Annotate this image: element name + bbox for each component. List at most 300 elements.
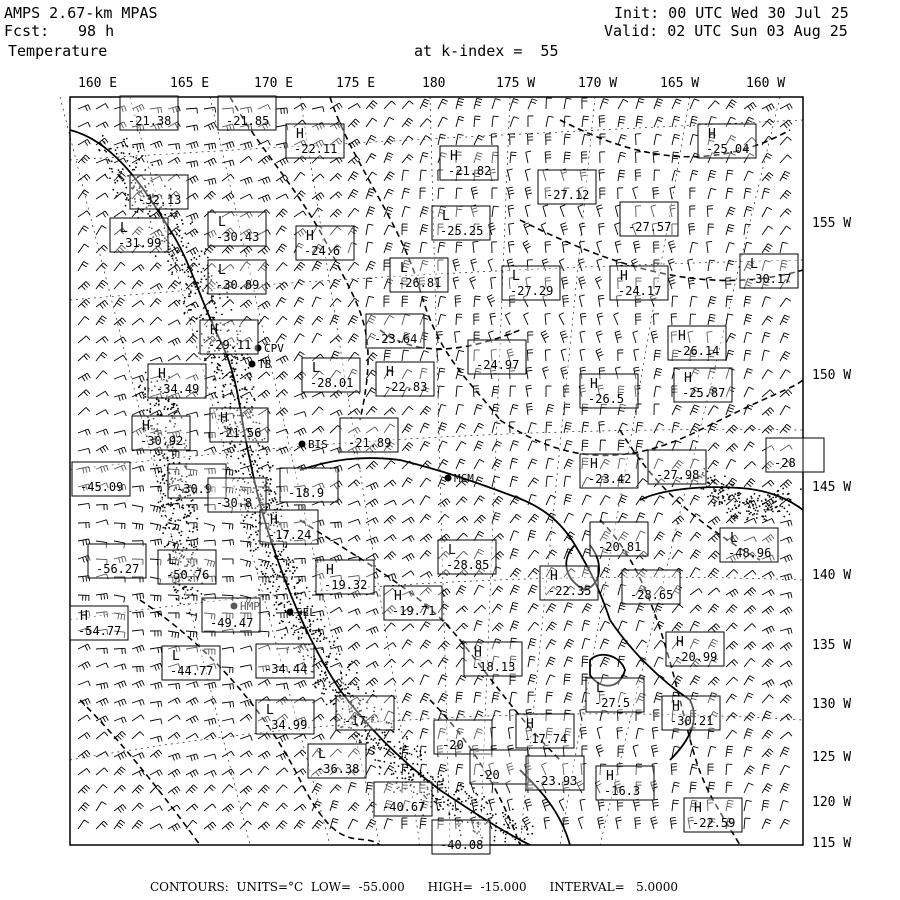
- terrain-dot: [399, 741, 401, 743]
- wind-barb: [330, 336, 342, 343]
- wind-barb: [384, 117, 394, 127]
- terrain-dot: [393, 773, 395, 775]
- extremum-box: [110, 218, 168, 252]
- wind-barb: [492, 206, 499, 217]
- terrain-dot: [219, 378, 221, 380]
- wind-barb: [525, 187, 532, 199]
- terrain-dot: [394, 756, 396, 758]
- extremum-box: [218, 96, 276, 130]
- wind-barb: [600, 99, 609, 109]
- extremum-value: -18.13: [472, 660, 516, 674]
- wind-barb: [546, 476, 553, 487]
- extremum-box: [340, 418, 398, 452]
- extremum-value: -20: [442, 738, 464, 752]
- terrain-dot: [197, 271, 199, 273]
- terrain-dot: [310, 623, 312, 625]
- wind-barb: [654, 423, 664, 433]
- wind-barb: [330, 173, 342, 181]
- terrain-dot: [144, 393, 146, 395]
- wind-barb: [384, 172, 394, 181]
- wind-barb: [132, 301, 144, 307]
- terrain-dot: [301, 637, 303, 639]
- wind-barb: [96, 698, 108, 706]
- wind-barb: [564, 404, 570, 415]
- wind-barb: [384, 460, 395, 469]
- wind-barb: [168, 355, 180, 361]
- terrain-dot: [253, 463, 255, 465]
- terrain-dot: [174, 215, 176, 217]
- lon-label: 175 E: [336, 76, 376, 91]
- terrain-dot: [379, 739, 381, 741]
- terrain-dot: [437, 776, 439, 778]
- terrain-dot: [403, 749, 405, 751]
- wind-barb: [510, 458, 518, 469]
- wind-barb: [456, 134, 464, 145]
- wind-barb: [384, 819, 393, 829]
- terrain-dot: [515, 827, 517, 829]
- extremum-box: [620, 202, 678, 236]
- terrain-dot: [275, 601, 277, 603]
- wind-barb: [456, 441, 466, 451]
- terrain-dot: [192, 265, 194, 267]
- terrain-dot: [406, 758, 408, 760]
- wind-barb: [762, 316, 773, 325]
- wind-barb: [366, 135, 376, 145]
- wind-barb: [258, 577, 269, 583]
- wind-barb: [600, 639, 609, 649]
- extremum-box: [526, 756, 584, 790]
- terrain-dot: [127, 175, 129, 177]
- terrain-dot: [258, 445, 260, 447]
- terrain-dot: [194, 263, 196, 265]
- wind-barb: [114, 752, 126, 760]
- extremum-kind: H: [386, 365, 394, 380]
- extremum-box: [590, 522, 648, 556]
- wind-barb: [420, 571, 432, 577]
- wind-barb: [348, 609, 360, 615]
- wind-barb: [222, 523, 233, 529]
- extremum-box: [120, 96, 178, 130]
- wind-barb: [402, 571, 414, 577]
- wind-barb: [78, 174, 90, 181]
- wind-barb: [150, 631, 161, 637]
- terrain-dot: [170, 518, 172, 520]
- wind-barb: [525, 799, 532, 811]
- terrain-dot: [755, 510, 757, 512]
- wind-barb: [330, 103, 342, 109]
- wind-barb: [168, 631, 179, 638]
- terrain-dot: [123, 139, 125, 141]
- extremum-value: -54.77: [78, 624, 122, 638]
- lon-label: 180: [422, 76, 446, 91]
- wind-barb: [510, 441, 519, 451]
- wind-barb: [402, 711, 412, 721]
- wind-barb: [186, 161, 198, 168]
- extremum-box: [374, 782, 432, 816]
- terrain-dot: [180, 543, 182, 545]
- terrain-dot: [157, 481, 159, 483]
- terrain-dot: [257, 471, 259, 473]
- wind-barb: [456, 98, 464, 109]
- terrain-dot: [158, 486, 160, 488]
- wind-barb: [508, 205, 514, 217]
- terrain-dot: [348, 664, 350, 666]
- wind-barb: [492, 116, 499, 127]
- wind-barb: [492, 188, 498, 199]
- wind-barb: [402, 406, 413, 415]
- wind-barb: [672, 550, 683, 559]
- wind-barb: [114, 394, 126, 401]
- terrain-dot: [168, 399, 170, 401]
- terrain-dot: [282, 574, 284, 576]
- terrain-dot: [193, 544, 195, 546]
- terrain-dot: [204, 358, 206, 360]
- wind-barb: [312, 261, 322, 271]
- wind-barb: [222, 751, 234, 757]
- terrain-dot: [305, 631, 307, 633]
- wind-barb: [132, 593, 144, 599]
- terrain-dot: [721, 486, 723, 488]
- wind-barb: [240, 466, 252, 472]
- terrain-dot: [181, 531, 183, 533]
- terrain-dot: [143, 397, 145, 399]
- terrain-dot: [452, 808, 454, 810]
- terrain-dot: [143, 409, 145, 411]
- extremum-value: -20.81: [598, 540, 642, 554]
- extremum-box: [516, 714, 574, 748]
- terrain-dot: [447, 800, 449, 802]
- wind-barb: [402, 659, 414, 667]
- wind-barb: [348, 208, 359, 217]
- extremum-box: [464, 642, 522, 676]
- extremum-box: [286, 124, 344, 158]
- terrain-dot: [247, 373, 249, 375]
- terrain-dot: [336, 681, 338, 683]
- terrain-dot: [274, 491, 276, 493]
- terrain-dot: [127, 194, 129, 196]
- terrain-dot: [191, 221, 193, 223]
- terrain-dot: [241, 374, 243, 376]
- extremum-kind: H: [620, 269, 628, 284]
- wind-barb: [114, 141, 126, 147]
- terrain-dot: [307, 627, 309, 629]
- wind-barb: [780, 520, 792, 526]
- wind-barb: [744, 818, 750, 829]
- wind-barb: [96, 371, 107, 379]
- terrain-dot: [173, 246, 175, 248]
- extremum-box: [470, 750, 528, 784]
- wind-barb: [276, 683, 288, 689]
- terrain-dot: [122, 168, 124, 170]
- terrain-dot: [494, 836, 496, 838]
- terrain-dot: [420, 776, 422, 778]
- terrain-dot: [320, 633, 322, 635]
- terrain-dot: [390, 762, 392, 764]
- terrain-dot: [768, 509, 770, 511]
- wind-barb: [168, 211, 180, 219]
- terrain-dot: [406, 738, 408, 740]
- wind-barb: [150, 539, 162, 546]
- terrain-dot: [373, 690, 375, 692]
- lat-label: 140 W: [812, 568, 852, 583]
- wind-barb: [726, 713, 737, 721]
- wind-barb: [132, 280, 143, 289]
- wind-barb: [132, 645, 144, 652]
- terrain-dot: [317, 679, 319, 681]
- wind-barb: [222, 142, 234, 149]
- extremum-box: [202, 598, 260, 632]
- lon-label: 165 E: [170, 76, 210, 91]
- extremum-box: [648, 450, 706, 484]
- terrain-dot: [772, 497, 774, 499]
- wind-barb: [204, 122, 216, 130]
- terrain-dot: [488, 800, 490, 802]
- wind-barb: [438, 641, 449, 649]
- terrain-dot: [733, 515, 735, 517]
- wind-barb: [690, 170, 698, 181]
- terrain-dot: [411, 754, 413, 756]
- terrain-dot: [282, 558, 284, 560]
- wind-barb: [528, 674, 536, 685]
- wind-barb: [312, 392, 324, 397]
- terrain-dot: [345, 674, 347, 676]
- terrain-dot: [268, 555, 270, 557]
- wind-barb: [168, 769, 180, 777]
- terrain-dot: [117, 174, 119, 176]
- terrain-dot: [242, 449, 244, 451]
- wind-barb: [384, 480, 396, 487]
- terrain-dot: [279, 603, 281, 605]
- extremum-value: -25.87: [682, 386, 726, 400]
- wind-barb: [402, 499, 414, 505]
- wind-barb: [294, 262, 305, 271]
- terrain-dot: [713, 488, 715, 490]
- terrain-dot: [432, 795, 434, 797]
- terrain-dot: [195, 526, 197, 528]
- wind-barb: [634, 349, 639, 361]
- wind-barb: [582, 603, 592, 613]
- wind-barb: [384, 659, 396, 667]
- wind-barb: [168, 753, 180, 760]
- terrain-dot: [277, 574, 279, 576]
- terrain-dot: [718, 496, 720, 498]
- terrain-dot: [262, 561, 264, 563]
- wind-barb: [633, 745, 638, 757]
- terrain-dot: [701, 488, 703, 490]
- terrain-dot: [378, 747, 380, 749]
- terrain-dot: [275, 499, 277, 501]
- wind-barb: [330, 410, 342, 416]
- wind-barb: [744, 350, 751, 361]
- terrain-dot: [272, 465, 274, 467]
- wind-barb: [132, 666, 143, 672]
- wind-barb: [348, 334, 358, 343]
- wind-barb: [132, 820, 143, 829]
- wind-barb: [524, 313, 529, 325]
- wind-barb: [330, 785, 341, 793]
- terrain-dot: [509, 822, 511, 824]
- wind-barb: [78, 390, 90, 397]
- wind-barb: [150, 141, 162, 148]
- terrain-dot: [262, 476, 264, 478]
- terrain-dot: [713, 482, 715, 484]
- terrain-dot: [731, 484, 733, 486]
- wind-barb: [672, 134, 680, 145]
- wind-barb: [651, 745, 658, 757]
- terrain-dot: [124, 193, 126, 195]
- wind-barb: [186, 785, 197, 793]
- terrain-dot: [420, 754, 422, 756]
- terrain-dot: [772, 502, 774, 504]
- terrain-dot: [734, 504, 736, 506]
- wind-barb: [294, 297, 304, 307]
- terrain-dot: [739, 512, 741, 514]
- extremum-value: -24.17: [618, 284, 662, 298]
- wind-barb: [564, 98, 571, 109]
- terrain-dot: [430, 776, 432, 778]
- terrain-dot: [227, 467, 229, 469]
- terrain-dot: [730, 510, 732, 512]
- terrain-dot: [226, 374, 228, 376]
- wind-barb: [420, 728, 428, 739]
- terrain-dot: [759, 495, 761, 497]
- wind-barb: [708, 568, 719, 577]
- terrain-dot: [248, 541, 250, 543]
- terrain-dot: [191, 259, 193, 261]
- terrain-dot: [735, 501, 737, 503]
- station-label: TB: [258, 358, 272, 371]
- terrain-dot: [719, 502, 721, 504]
- wind-barb: [348, 732, 360, 740]
- terrain-dot: [227, 449, 229, 451]
- terrain-dot: [754, 493, 756, 495]
- terrain-dot: [243, 526, 245, 528]
- terrain-dot: [111, 168, 113, 170]
- terrain-dot: [276, 598, 278, 600]
- wind-barb: [510, 602, 518, 613]
- terrain-dot: [283, 594, 285, 596]
- terrain-dot: [292, 559, 294, 561]
- terrain-dot: [285, 627, 287, 629]
- terrain-dot: [259, 457, 261, 459]
- terrain-dot: [188, 295, 190, 297]
- terrain-dot: [223, 397, 225, 399]
- wind-barb: [402, 478, 412, 487]
- terrain-dot: [177, 226, 179, 228]
- terrain-dot: [495, 830, 497, 832]
- terrain-dot: [380, 747, 382, 749]
- wind-barb: [492, 513, 501, 523]
- wind-barb: [635, 817, 641, 829]
- terrain-dot: [480, 809, 482, 811]
- wind-barb: [635, 134, 640, 145]
- terrain-dot: [356, 684, 358, 686]
- wind-barb: [582, 638, 590, 649]
- terrain-dot: [239, 444, 241, 446]
- terrain-dot: [205, 248, 207, 250]
- wind-barb: [600, 134, 606, 145]
- terrain-dot: [254, 399, 256, 401]
- wind-barb: [564, 674, 570, 685]
- terrain-dot: [460, 811, 462, 813]
- wind-barb: [96, 352, 107, 361]
- terrain-dot: [736, 507, 738, 509]
- wind-barb: [708, 296, 716, 307]
- terrain-dot: [473, 787, 475, 789]
- terrain-dot: [414, 769, 416, 771]
- terrain-dot: [175, 450, 177, 452]
- terrain-dot: [176, 404, 178, 406]
- terrain-dot: [762, 503, 764, 505]
- terrain-dot: [110, 148, 112, 150]
- terrain-dot: [300, 599, 302, 601]
- terrain-dot: [432, 776, 434, 778]
- terrain-dot: [278, 586, 280, 588]
- wind-barb: [546, 657, 556, 667]
- wind-barb: [780, 555, 792, 562]
- terrain-dot: [771, 498, 773, 500]
- extremum-value: -31.99: [118, 236, 162, 250]
- terrain-dot: [723, 484, 725, 486]
- wind-barb: [564, 513, 574, 523]
- terrain-dot: [159, 507, 161, 509]
- terrain-dot: [482, 798, 484, 800]
- wind-barb: [690, 764, 698, 775]
- terrain-dot: [233, 385, 235, 387]
- terrain-dot: [177, 499, 179, 501]
- terrain-dot: [746, 498, 748, 500]
- terrain-dot: [368, 749, 370, 751]
- terrain-dot: [251, 524, 253, 526]
- extremum-value: -16.3: [604, 784, 641, 798]
- extremum-box: [502, 266, 560, 300]
- wind-barb: [527, 134, 533, 145]
- terrain-dot: [180, 535, 182, 537]
- terrain-dot: [255, 520, 257, 522]
- terrain-dot: [190, 267, 192, 269]
- terrain-dot: [136, 162, 138, 164]
- wind-barb: [168, 265, 180, 271]
- wind-barb: [438, 404, 446, 415]
- terrain-dot: [248, 367, 250, 369]
- wind-barb: [330, 522, 341, 528]
- wind-barb: [582, 656, 588, 667]
- terrain-dot: [471, 797, 473, 799]
- wind-barb: [726, 569, 738, 577]
- wind-barb: [114, 699, 126, 706]
- extremum-box: [70, 606, 128, 640]
- terrain-dot: [117, 180, 119, 182]
- wind-barb: [186, 213, 198, 220]
- wind-barb: [330, 801, 339, 811]
- extremum-value: -30.89: [216, 278, 260, 292]
- wind-barb: [564, 693, 573, 703]
- terrain-dot: [298, 637, 300, 639]
- wind-barb: [186, 539, 198, 545]
- extremum-box: [88, 544, 146, 578]
- terrain-dot: [204, 275, 206, 277]
- wind-barb: [580, 709, 585, 721]
- terrain-dot: [189, 530, 191, 532]
- wind-barb: [510, 531, 519, 541]
- wind-barb: [204, 718, 216, 725]
- terrain-dot: [206, 313, 208, 315]
- terrain-dot: [767, 507, 769, 509]
- terrain-dot: [287, 583, 289, 585]
- terrain-dot: [242, 473, 244, 475]
- terrain-dot: [280, 555, 282, 557]
- extremum-box: [208, 478, 266, 512]
